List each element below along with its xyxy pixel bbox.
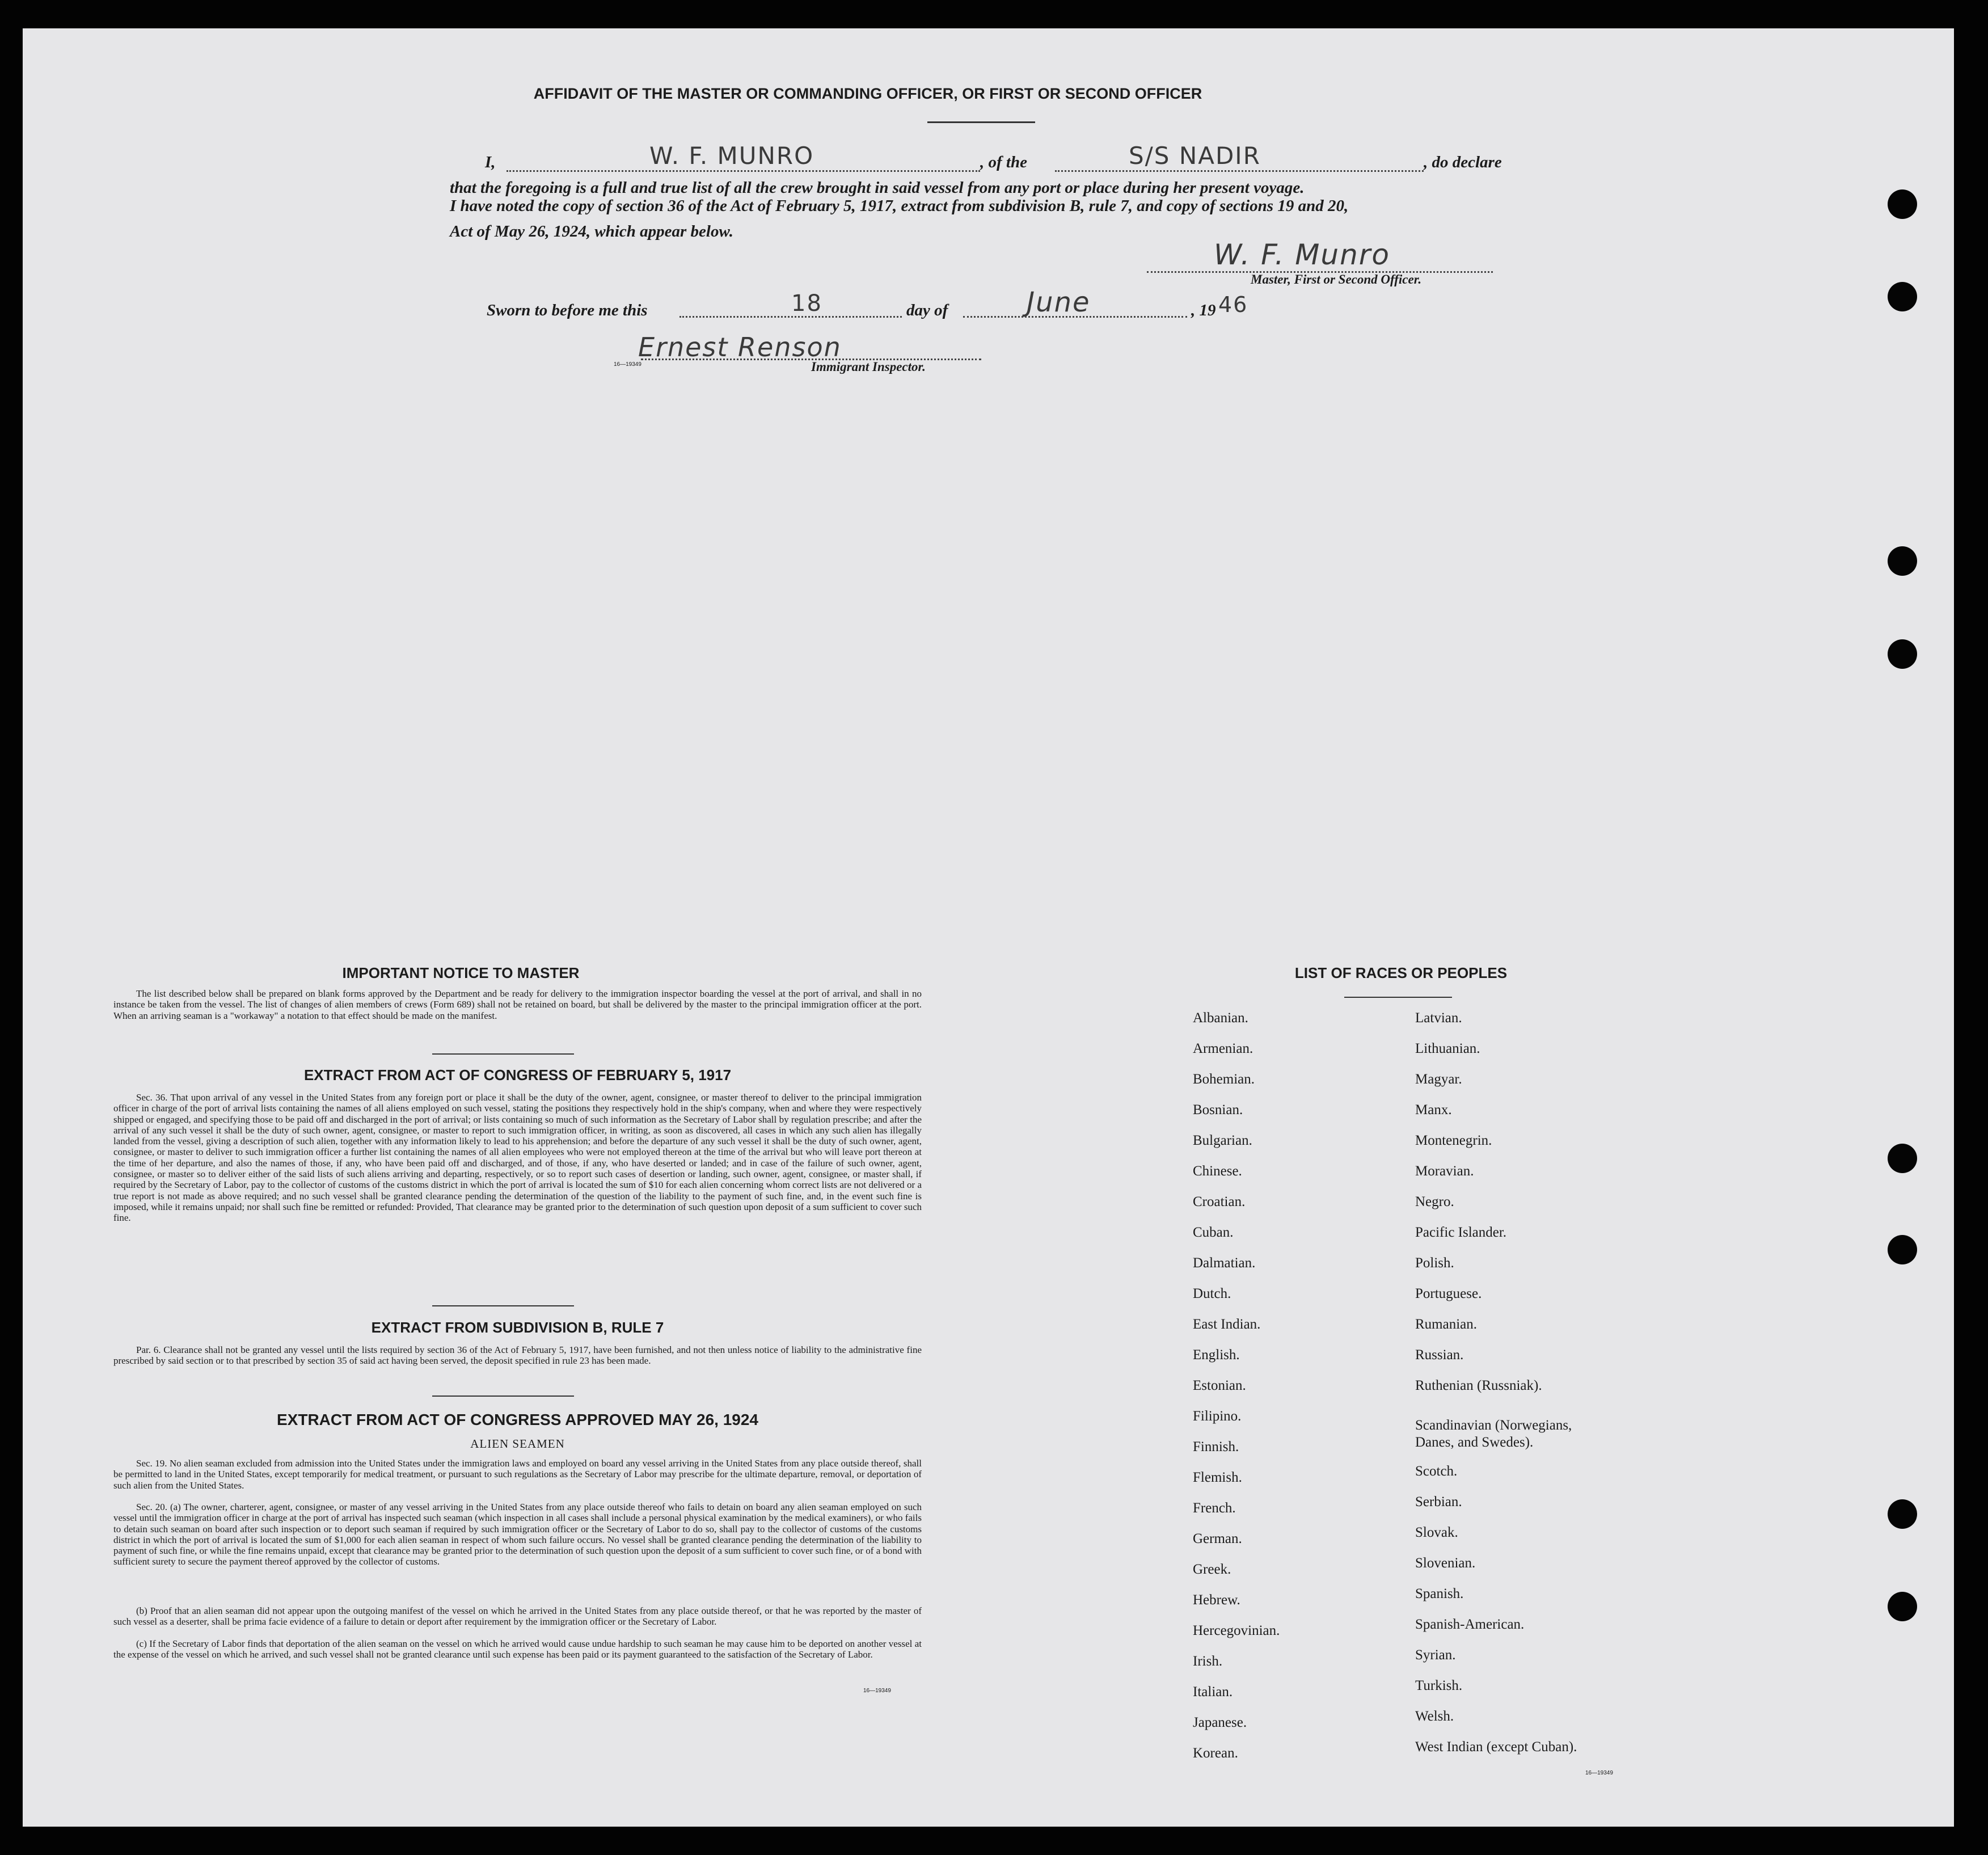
race-item: Manx. (1415, 1102, 1452, 1118)
sworn-label: Sworn to before me this (487, 301, 648, 319)
race-item: Irish. (1193, 1654, 1223, 1669)
race-item: Latvian. (1415, 1010, 1462, 1026)
race-item: East Indian. (1193, 1317, 1261, 1332)
races-form-code: 16—19349 (1585, 1770, 1613, 1776)
year-handwritten: 46 (1218, 292, 1248, 317)
race-item: Scotch. (1415, 1464, 1458, 1479)
notice-divider (432, 1053, 574, 1055)
inspector-signature: Ernest Renson (638, 332, 842, 362)
race-item: Welsh. (1415, 1709, 1454, 1724)
binder-hole-5 (1888, 1144, 1917, 1173)
extract-1917-divider (432, 1305, 574, 1306)
race-item: Rumanian. (1415, 1317, 1478, 1332)
extract-1924-form-code: 16—19349 (863, 1688, 891, 1694)
race-item: Turkish. (1415, 1678, 1463, 1693)
master-signature-caption: Master, First or Second Officer. (1251, 272, 1422, 286)
affidavit-line-4: Act of May 26, 1924, which appear below. (450, 222, 733, 241)
extract-1924-sec20a: Sec. 20. (a) The owner, charterer, agent, consignee, or master of any vessel arriving in the United States from any place outside thereof who fails to detain on board any alien seaman employed on such vessel until the immigration officer in charge at the port of arrival has inspected such seaman (which inspection in all cases shall include a personal physical examination by the medical examiners), or who fails to detain such seaman on board after such inspection or to deport such seaman if required by such immigration officer or the Secretary of Labor to do so, shall pay to the collector of customs of the customs district in which the port of arrival is located the sum of $1,000 for each alien seaman in respect of whom such failure occurs. No vessel shall be granted clearance pending the determination of the liability to payment of such fine, or while the fine remains unpaid, except that clearance may be granted prior to the determination of such question upon the deposit of a sum sufficient to cover such fine, or of a bond with sufficient surety to secure the payment thereof approved by the collector of customs. (113, 1502, 922, 1567)
race-item: Chinese. (1193, 1163, 1242, 1179)
race-item: Albanian. (1193, 1010, 1248, 1026)
race-item: Spanish. (1415, 1586, 1464, 1601)
master-signature: W. F. Munro (1214, 238, 1390, 271)
affidavit-title: AFFIDAVIT OF THE MASTER OR COMMANDING OFFICER, OR FIRST OR SECOND OFFICER (533, 85, 1202, 102)
races-right-column (1415, 1010, 1676, 1769)
day-of-label: day of (906, 301, 948, 319)
inspector-caption: Immigrant Inspector. (811, 360, 926, 374)
race-item: Filipino. (1193, 1409, 1242, 1424)
race-item: Portuguese. (1415, 1286, 1482, 1301)
extract-rule7-text: Par. 6. Clearance shall not be granted any vessel until the lists required by section 36 of the Act of February 5, 1917, have been furnished, and not then unless notice of liability to the administrative fine prescribed by said section or to that prescribed by section 35 of said act having been served, the deposit specified in rule 23 has been made. (113, 1344, 922, 1367)
race-item: Dutch. (1193, 1286, 1231, 1301)
race-item: Bosnian. (1193, 1102, 1243, 1118)
race-item: Slovak. (1415, 1525, 1458, 1540)
race-item: Ruthenian (Russniak). (1415, 1378, 1542, 1393)
races-divider (1344, 997, 1452, 998)
races-title: LIST OF RACES OR PEOPLES (1294, 964, 1508, 981)
race-item: Armenian. (1193, 1041, 1253, 1056)
race-item: Negro. (1415, 1194, 1454, 1209)
race-item: Hebrew. (1193, 1592, 1240, 1608)
race-item: Spanish-American. (1415, 1617, 1525, 1632)
extract-1924-title: EXTRACT FROM ACT OF CONGRESS APPROVED MAY 26, 1924 (277, 1411, 758, 1428)
affidavit-line-3: I have noted the copy of section 36 of the Act of February 5, 1917, extract from subdivision B, rule 7, and copy of sections 19 and 20, (450, 197, 1349, 215)
race-item: Montenegrin. (1415, 1133, 1492, 1148)
master-name-line (507, 170, 980, 172)
race-item: German. (1193, 1531, 1242, 1546)
title-divider (927, 121, 1035, 123)
extract-1924-sec20b: (b) Proof that an alien seaman did not appear upon the outgoing manifest of the vessel on which he arrived in the United States from any place outside thereof, or that he was reported by the master of such vessel as a deserter, shall be prima facie evidence of a failure to detain or deport after requirement by the immigration officer or the Secretary of Labor. (113, 1605, 922, 1628)
vessel-name-handwritten: S/S NADIR (1129, 142, 1261, 170)
master-name-handwritten: W. F. MUNRO (649, 142, 814, 170)
races-left-column (1193, 1010, 1397, 1776)
notice-text: The list described below shall be prepared on blank forms approved by the Department and be ready for delivery to the immigration inspector boarding the vessel at the port of arrival, and shall in no instance be taken from the vessel. The list of changes of alien members of crews (Form 689) shall not be retained on board, but shall be delivered by the master to the principal immigration officer at the port. When an arriving seaman is a "workaway" a notation to that effect should be made on the manifest. (113, 988, 922, 1021)
affidavit-line-2: that the foregoing is a full and true list of all the crew brought in said vessel from any port or place during her present voyage. (450, 179, 1305, 197)
race-item: Flemish. (1193, 1470, 1242, 1485)
sworn-day-handwritten: 18 (791, 290, 822, 317)
extract-1917-text: Sec. 36. That upon arrival of any vessel in the United States from any foreign port or place it shall be the duty of the owner, agent, consignee, or master thereof to deliver to the principal immigration officer in charge of the port of arrival lists containing the names of all aliens employed on such vessel, stating the positions they respectively hold in the ship's company, when and where they were respectively shipped or engaged, and specifying those to be paid off and discharged in the port of arrival; or lists containing so much of such information as the Secretary of Labor shall by regulation prescribe; and after the arrival of any such vessel it shall be the duty of such owner, agent, consignee, or master to report to such immigration officer, in writing, as soon as discovered, all cases in which any such alien has illegally landed from the vessel, giving a description of such alien, together with any information likely to lead to his apprehension; and before the departure of any such vessel it shall be the duty of such owner, agent, consignee, or master to deliver to such immigration officer a further list containing the names of all alien employees who were not employed thereon at the time of the arrival but who will leave port thereon at the time of her departure, and also the names of those, if any, who have been paid off and discharged, and of those, if any, who have deserted or landed; and in case of the failure of such owner, agent, consignee, or master so to deliver either of the said lists of such aliens arriving and departing, respectively, or so to report such cases of desertion or landing, such owner, agent, consignee, or master shall, if required by the Secretary of Labor, pay to the collector of customs of the customs district in which the port of arrival is located the sum of $10 for each alien concerning whom correct lists are not delivered or a true report is not made as above required; and no such vessel shall be granted clearance pending the determination of the question of the liability to the payment of such fine, and, in the event such fine is imposed, while it remains unpaid; nor shall such fine be remitted or refunded: Provided, That clearance may be granted prior to the determination of such question upon deposit of a sum sufficient to cover such fine. (113, 1092, 922, 1224)
extract-rule7-divider (432, 1396, 574, 1397)
race-item: Dalmatian. (1193, 1255, 1256, 1271)
extract-rule7-title: EXTRACT FROM SUBDIVISION B, RULE 7 (371, 1319, 664, 1336)
race-item: Scandinavian (Norwegians, Danes, and Swedes). (1415, 1418, 1572, 1450)
race-item: Serbian. (1415, 1494, 1462, 1510)
race-item: Slovenian. (1415, 1555, 1476, 1571)
inspector-form-code: 16—19349 (614, 361, 641, 368)
race-item: French. (1193, 1500, 1236, 1516)
race-item: Moravian. (1415, 1163, 1474, 1179)
race-item: Italian. (1193, 1684, 1233, 1700)
race-item: Estonian. (1193, 1378, 1246, 1393)
race-item: Japanese. (1193, 1715, 1247, 1730)
race-item: Cuban. (1193, 1225, 1234, 1240)
binder-hole-2 (1888, 282, 1917, 311)
race-item: Pacific Islander. (1415, 1225, 1507, 1240)
vessel-name-line (1055, 170, 1424, 172)
affidavit-i-label: I, (485, 153, 496, 171)
binder-hole-6 (1888, 1235, 1917, 1264)
race-item: Finnish. (1193, 1439, 1239, 1455)
binder-hole-3 (1888, 546, 1917, 576)
extract-1924-sec20c: (c) If the Secretary of Labor finds that deportation of the alien seaman on the vessel on which he arrived would cause undue hardship to such seaman he may cause him to be deported on another vessel at the expense of the vessel on which he arrived, and such vessel shall not be granted clearance until such expense has been paid or its payment guaranteed to the satisfaction of the Secretary of Labor. (113, 1638, 922, 1660)
race-item: Croatian. (1193, 1194, 1246, 1209)
notice-title: IMPORTANT NOTICE TO MASTER (342, 964, 580, 981)
race-item: Hercegovinian. (1193, 1623, 1280, 1638)
affidavit-do-declare: , do declare (1424, 153, 1502, 171)
binder-hole-4 (1888, 639, 1917, 669)
binder-hole-1 (1888, 189, 1917, 219)
race-item: Magyar. (1415, 1072, 1462, 1087)
race-item: Bulgarian. (1193, 1133, 1252, 1148)
sworn-month-handwritten: June (1027, 286, 1091, 318)
race-item: Russian. (1415, 1347, 1464, 1363)
race-item: Syrian. (1415, 1647, 1456, 1663)
race-item: Greek. (1193, 1562, 1231, 1577)
race-item: West Indian (except Cuban). (1415, 1739, 1577, 1755)
race-item: Korean. (1193, 1746, 1238, 1761)
extract-1917-title: EXTRACT FROM ACT OF CONGRESS OF FEBRUARY 5, 1917 (303, 1066, 732, 1084)
binder-hole-8 (1888, 1592, 1917, 1621)
year-prefix: , 19 (1191, 301, 1216, 319)
race-item: English. (1193, 1347, 1240, 1363)
race-item: Lithuanian. (1415, 1041, 1480, 1056)
race-item: Polish. (1415, 1255, 1454, 1271)
extract-1924-sec19: Sec. 19. No alien seaman excluded from admission into the United States under the immigration laws and employed on board any vessel arriving in the United States from any place outside thereof, shall be permitted to land in the United States, except temporarily for medical treatment, or pursuant to such regulations as the Secretary of Labor may prescribe for the ultimate departure, removal, or deportation of such alien from the United States. (113, 1458, 922, 1491)
affidavit-of-the: , of the (980, 153, 1027, 171)
binder-hole-7 (1888, 1499, 1917, 1529)
extract-1924-subtitle: ALIEN SEAMEN (470, 1437, 565, 1451)
race-item: Bohemian. (1193, 1072, 1255, 1087)
sworn-day-line (679, 316, 902, 318)
